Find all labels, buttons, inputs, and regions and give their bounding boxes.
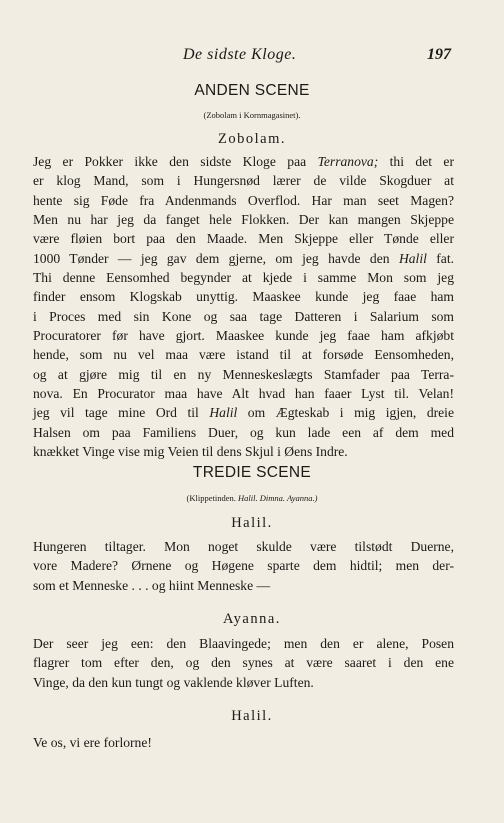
scene-setting-anden: (Zobolam i Kornmagasinet). bbox=[203, 110, 301, 120]
scene-setting-tredie: (Klippetinden. Halil. Dimna. Ayanna.) bbox=[186, 493, 318, 503]
speaker-ayanna: Ayanna. bbox=[223, 611, 281, 627]
text-line: Procuratorer før have gjort. Maaskee kunde jeg faae ham afkjøbt bbox=[33, 328, 454, 344]
text-line: Hungeren tiltager. Mon noget skulde være tilstødt Duerne, bbox=[33, 539, 454, 554]
text-line: er klog Mand, som i Hungersnød lærer de vilde Skogduer at bbox=[33, 173, 454, 189]
page-number: 197 bbox=[427, 46, 451, 63]
text-line: jeg vil tage mine Ord til Halil om Ægteskab i mig igjen, dreie bbox=[33, 405, 454, 421]
text-line: knækket Vinge vise mig Veien til dens Skjul i Øens Indre. bbox=[33, 444, 348, 460]
speaker-zobolam: Zobolam. bbox=[218, 131, 286, 147]
text-line: være fløien bort paa den Maade. Men Skjeppe eller Tønde eller bbox=[33, 231, 454, 247]
italic-name: Halil bbox=[209, 405, 238, 421]
speech-halil bbox=[33, 537, 454, 595]
italic-name: Halil bbox=[398, 250, 427, 266]
text-line: hente sig Føde fra Andenmands Overflod. Har man seet Magen? bbox=[33, 192, 454, 208]
speaker-halil: Halil. bbox=[231, 515, 273, 531]
text-line: Thi denne Eensomhed begynder at kjede i samme Mon som jeg bbox=[33, 270, 454, 286]
scene-title-tredie: TREDIE SCENE bbox=[192, 464, 312, 481]
text-line: som et Menneske . . . og hiint Menneske — bbox=[33, 577, 271, 593]
text-line: hende, som nu vel maa være istand til at forsøde Eensomheden, bbox=[33, 347, 454, 363]
speech-halil bbox=[33, 733, 454, 752]
text-line: Vinge, da den kun tungt og vaklende kløver Luften. bbox=[33, 674, 314, 690]
text-line: Ve os, vi ere forlorne! bbox=[33, 735, 152, 750]
text-line: og at gjøre mig til en ny Menneskeslægts Stamfader paa Terra- bbox=[33, 366, 454, 382]
speech-ayanna bbox=[33, 634, 454, 692]
text-line: Der seer jeg een: den Blaavingede; men den er alene, Posen bbox=[33, 636, 454, 651]
scene-title-anden: ANDEN SCENE bbox=[194, 82, 310, 99]
speaker-halil: Halil. bbox=[231, 708, 273, 724]
text-line: Halsen om paa Familiens Duer, og kun lade een af dem med bbox=[33, 424, 454, 440]
text-line: nova. En Procurator maa have Alt hvad han faaer Lyst til. Velan! bbox=[33, 386, 454, 402]
text-line: vore Madere? Ørnene og Høgene sparte dem hidtil; men der- bbox=[33, 558, 454, 574]
text-line: Men nu har jeg da fanget hele Flokken. Der kan mangen Skjeppe bbox=[33, 212, 454, 228]
italic-name: Terranova; bbox=[317, 154, 379, 169]
text-line: i Proces med sin Kone og saa tage Datteren i Salarium som bbox=[33, 308, 454, 324]
text-line: Jeg er Pokker ikke den sidste Kloge paa Terranova; thi det er bbox=[33, 154, 454, 169]
running-title: De sidste Kloge. bbox=[183, 46, 297, 63]
page-header bbox=[0, 46, 504, 68]
text-line: flagrer tom efter den, og den synes at være saaret i den ene bbox=[33, 655, 454, 671]
text-line: 1000 Tønder — jeg gav dem gjerne, om jeg havde den Halil fat. bbox=[33, 250, 454, 266]
speech-zobolam bbox=[33, 152, 454, 462]
text-line: finder ensom Klogskab unyttig. Maaskee kunde jeg faae ham bbox=[33, 289, 454, 305]
